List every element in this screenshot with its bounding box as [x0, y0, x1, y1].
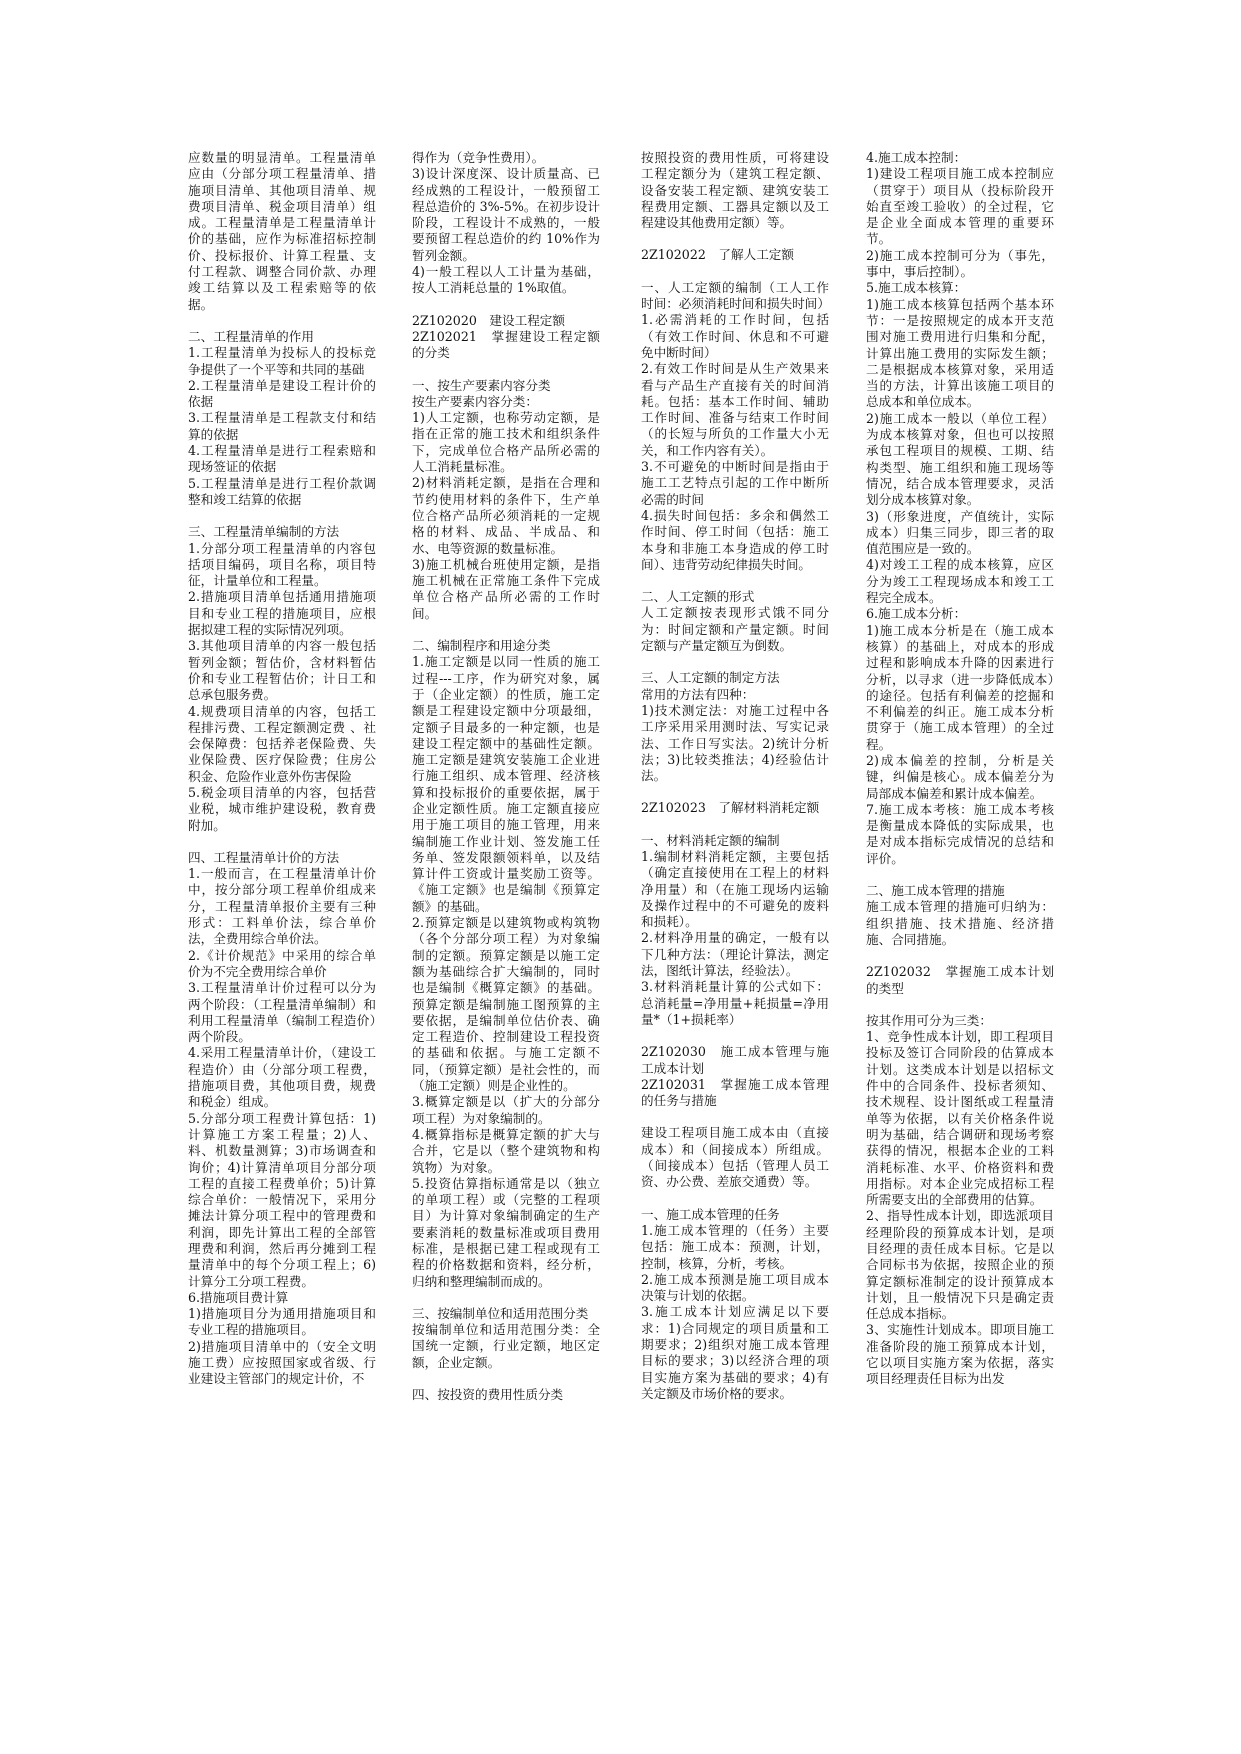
paragraph: 三、工程量清单编制的方法: [188, 524, 340, 540]
paragraph: 2.《计价规范》中采用的综合单价为不完全费用综合单价: [188, 947, 376, 979]
paragraph: 3)（形象进度，产值统计，实际成本）归集三同步，即三者的取值范围应是一致的。: [866, 508, 1054, 557]
paragraph: 3.施工成本计划应满足以下要求：1)合同规定的项目质量和工期要求；2)组织对施工成本管理目标的要求；3)以经济合理的项目实施方案为基础的要求；4)有关定额及市场价格的要求。: [641, 1304, 829, 1401]
paragraph: 3)设计深度深、设计质量高、已经成熟的工程设计，一般预留工程总造价的 3%-5%。在初步设计阶段，工程设计不成熟的，一般要预留工程总造价的约 10%作为暂列金额。: [412, 166, 600, 263]
paragraph: 3.材料消耗量计算的公式如下：总消耗量=净用量+耗损量=净用量*（1+损耗率）: [641, 979, 829, 1027]
paragraph: 三、人工定额的制定方法: [641, 670, 780, 686]
paragraph: 1.施工定额是以同一性质的施工过程---工序，作为研究对象，属于（企业定额）的性质，施工定额是工程建设定额中分项最细，定额子目最多的一种定额，也是建设工程定额中的基础性定额。施工定额是建筑安装施工企业进行施工组织、成本管理、经济核算和投标报价的重要依据，属于企业定额性质。施工定额直接应用于施工项目的施工管理，用来编制施工作业计划、签发施工任务单、签发限额领料单，以及结算计件工资或计量奖励工资等。《施工定额》也是编制《预算定额》的基础。: [412, 654, 600, 914]
paragraph: 2.有效工作时间是从生产效果来看与产品生产直接有关的时间消耗。包括：基本工作时间、辅助工作时间、准备与结束工作时间（的长短与所负的工作量大小无关，和工作内容有关）。: [641, 361, 829, 458]
paragraph: 6.施工成本分析：: [866, 606, 967, 622]
paragraph: 7.施工成本考核：施工成本考核是衡量成本降低的实际成果，也是对成本指标完成情况的总结和评价。: [866, 801, 1054, 866]
paragraph: 4.工程量清单是进行工程索赔和现场签证的依据: [188, 443, 376, 475]
paragraph: 1.工程量清单为投标人的投标竞争提供了一个平等和共同的基础: [188, 345, 376, 377]
paragraph: 2.工程量清单是建设工程计价的依据: [188, 377, 376, 410]
paragraph: 6.措施项目费计算: [188, 1289, 289, 1305]
paragraph: 2.施工成本预测是施工项目成本决策与计划的依据。: [641, 1271, 829, 1304]
paragraph: 按其作用可分为三类：: [866, 1012, 992, 1028]
paragraph: 2、指导性成本计划，即选派项目经理阶段的预算成本计划，是项目经理的责任成本目标。它是以合同标书为依据，按照企业的预算定额标准制定的设计预算成本计划，且一般情况下只是确定责任总成本指标。: [866, 1208, 1054, 1322]
paragraph: 1、竞争性成本计划，即工程项目投标及签订合同阶段的估算成本计划。这类成本计划是以招标文件中的合同条件、投标者须知、技术规程、设计图纸或工程量清单等为依据，以有关价格条件说明为基础，结合调研和现场考察获得的情况，根据本企业的工料消耗标准、水平、价格资料和费用指标。对本企业完成招标工程所需要支出的全部费用的估算。: [866, 1029, 1054, 1208]
paragraph: 5.工程量清单是进行工程价款调整和竣工结算的依据: [188, 475, 376, 507]
paragraph: 二、施工成本管理的措施: [866, 883, 1005, 899]
paragraph: 得作为（竞争性费用）。: [412, 150, 545, 165]
paragraph: 2Z102021 掌握建设工程定额的分类: [412, 328, 600, 361]
paragraph: 1)措施项目分为通用措施项目和专业工程的措施项目。: [188, 1306, 376, 1338]
paragraph: 3.不可避免的中断时间是指由于施工工艺特点引起的工作中断所必需的时间: [641, 459, 829, 507]
text-column-3: [641, 150, 829, 1402]
paragraph: 1.编制材料消耗定额，主要包括（确定直接使用在工程上的材料净用量）和（在施工现场内运输及操作过程中的不可避免的废料和损耗）。: [641, 848, 829, 930]
paragraph: 1)施工成本分析是在（施工成本核算）的基础上，对成本的形成过程和影响成本升降的因素进行分析，以寻求（进一步降低成本）的途径。包括有利偏差的挖掘和不利偏差的纠正。施工成本分析贯穿于（施工成本管理）的全过程。: [866, 622, 1054, 752]
paragraph: 3.其他项目清单的内容一般包括暂列金额；暂估价，含材料暂估价和专业工程暂估价；计日工和总承包服务费。: [188, 638, 376, 703]
paragraph: 应数量的明显清单。工程量清单应由（分部分项工程量清单、措施项目清单、其他项目清单、规费项目清单、税金项目清单）组成。工程量清单是工程量清单计价的基础，应作为标准招标控制价、投标报价、计算工程量、支付工程款、调整合同价款、办理竣工结算以及工程索赔等的依据。: [188, 150, 376, 312]
paragraph: 4.施工成本控制：: [866, 150, 967, 165]
paragraph: 1.一般而言，在工程量清单计价中，按分部分项工程单价组成来分，工程量清单报价主要有三种形式：工料单价法，综合单价法，全费用综合单价法。: [188, 866, 376, 947]
paragraph: 2Z102022 了解人工定额: [641, 247, 794, 263]
paragraph: 一、施工成本管理的任务: [641, 1206, 780, 1222]
paragraph: 4.概算指标是概算定额的扩大与合并，它是以（整个建筑物和构筑物）为对象。: [412, 1126, 600, 1175]
paragraph: 二、编制程序和用途分类: [412, 638, 551, 654]
paragraph: 二、人工定额的形式: [641, 589, 755, 605]
paragraph: 2)措施项目清单中的（安全文明施工费）应按照国家或省级、行业建设主管部门的规定计价，不: [188, 1338, 376, 1387]
paragraph: 四、工程量清单计价的方法: [188, 849, 340, 865]
paragraph: 2.预算定额是以建筑物或构筑物（各个分部分项工程）为对象编制的定额。预算定额是以施工定额为基础综合扩大编制的，同时也是编制《概算定额》的基础。预算定额是编制施工图预算的主要依据，是编制单位估价表、确定工程造价、控制建设工程投资的基础和依据。与施工定额不同，（预算定额）是社会性的，而（施工定额）则是企业性的。: [412, 915, 600, 1094]
paragraph: 3.工程量清单计价过程可以分为两个阶段：（工程量清单编制）和利用工程量清单（编制工程造价）两个阶段。: [188, 980, 376, 1045]
paragraph: 2Z102020 建设工程定额: [412, 312, 565, 328]
paragraph: 二、工程量清单的作用: [188, 328, 314, 344]
text-column-1: [188, 150, 376, 1388]
paragraph: 三、按编制单位和适用范围分类: [412, 1305, 589, 1321]
paragraph: 2)施工成本控制可分为（事先，事中，事后控制）。: [866, 247, 1054, 280]
paragraph: 3.工程量清单是工程款支付和结算的依据: [188, 410, 376, 442]
paragraph: 建设工程项目施工成本由（直接成本）和（间接成本）所组成。（间接成本）包括（管理人员工资、办公费、差旅交通费）等。: [641, 1125, 829, 1190]
paragraph: 2)施工成本一般以（单位工程）为成本核算对象，但也可以按照承包工程项目的规模、工期、结构类型、施工组织和施工现场等情况，结合成本管理要求，灵活划分成本核算对象。: [866, 410, 1054, 508]
paragraph: 2Z102031 掌握施工成本管理的任务与措施: [641, 1076, 829, 1109]
paragraph: 1.施工成本管理的（任务）主要包括：施工成本：预测，计划，控制，核算，分析，考核。: [641, 1222, 829, 1271]
paragraph: 2Z102023 了解材料消耗定额: [641, 800, 820, 816]
paragraph: 常用的方法有四种：: [641, 686, 755, 702]
paragraph: 1.必需消耗的工作时间，包括（有效工作时间、休息和不可避免中断时间）: [641, 312, 829, 360]
paragraph: 2)成本偏差的控制，分析是关键，纠偏是核心。成本偏差分为局部成本偏差和累计成本偏差。: [866, 752, 1054, 801]
paragraph: 2.措施项目清单包括通用措施项目和专业工程的措施项目，应根据拟建工程的实际情况列项。: [188, 589, 376, 638]
paragraph: 2Z102032 掌握施工成本计划的类型: [866, 964, 1054, 996]
paragraph: 人工定额按表现形式饿不同分为：时间定额和产量定额。时间定额与产量定额互为倒数。: [641, 605, 829, 654]
text-column-4: [866, 150, 1054, 1388]
paragraph: 按照投资的费用性质，可将建设工程定额分为（建筑工程定额、设备安装工程定额、建筑安装工程费用定额、工器具定额以及工程建设其他费用定额）等。: [641, 150, 829, 231]
paragraph: 2.材料净用量的确定，一般有以下几种方法：（理论计算法，测定法，图纸计算法，经验法）。: [641, 930, 829, 979]
paragraph: 一、材料消耗定额的编制: [641, 832, 780, 848]
paragraph: 1)技术测定法：对施工过程中各工序采用采用测时法、写实记录法、工作日写实法。2)统计分析法；3)比较类推法；4)经验估计法。: [641, 702, 829, 784]
paragraph: 按生产要素内容分类：: [412, 393, 538, 409]
paragraph: 1.分部分项工程量清单的内容包括项目编码，项目名称，项目特征，计量单位和工程量。: [188, 540, 376, 589]
paragraph: 2Z102030 施工成本管理与施工成本计划: [641, 1044, 829, 1076]
paragraph: 四、按投资的费用性质分类: [412, 1387, 564, 1403]
paragraph: 1)建设工程项目施工成本控制应（贯穿于）项目从（投标阶段开始直至竣工验收）的全过程，它是企业全面成本管理的重要环节。: [866, 166, 1054, 247]
paragraph: 1)人工定额，也称劳动定额，是指在正常的施工技术和组织条件下，完成单位合格产品所必需的人工消耗量标准。: [412, 410, 600, 475]
paragraph: 一、人工定额的编制（工人工作时间：必须消耗时间和损失时间）: [641, 279, 830, 312]
paragraph: 5.税金项目清单的内容，包括营业税，城市维护建设税，教育费附加。: [188, 784, 376, 833]
paragraph: 5.投资估算指标通常是以（独立的单项工程）或（完整的工程项目）为计算对象编制确定的生产要素消耗的数量标准或项目费用标准，是根据已建工程或现有工程的价格数据和资料，经分析，归纳和整理编制而成的。: [412, 1175, 600, 1289]
paragraph: 一、按生产要素内容分类: [412, 377, 551, 393]
paragraph: 4)对竣工工程的成本核算，应区分为竣工工程现场成本和竣工工程完全成本。: [866, 557, 1054, 606]
paragraph: 5.施工成本核算：: [866, 280, 967, 296]
paragraph: 4.损失时间包括：多余和偶然工作时间、停工时间（包括：施工本身和非施工本身造成的停工时间）、违背劳动纪律损失时间。: [641, 507, 829, 572]
paragraph: 4.规费项目清单的内容，包括工程排污费、工程定额测定费 、社会保障费：包括养老保险费、失业保险费、医疗保险费；住房公积金、危险作业意外伤害保险: [188, 703, 376, 784]
paragraph: 4)一般工程以人工计量为基础，按人工消耗总量的 1%取值。: [412, 264, 600, 296]
paragraph: 1)施工成本核算包括两个基本环节：一是按照规定的成本开支范围对施工费用进行归集和分配，计算出施工费用的实际发生额；二是根据成本核算对象，采用适当的方法，计算出该施工项目的总成本和单位成本。: [866, 296, 1054, 410]
paragraph: 2)材料消耗定额，是指在合理和节约使用材料的条件下，生产单位合格产品所必须消耗的一定规格的材料、成品、半成品、和水、电等资源的数量标准。: [412, 475, 600, 556]
paragraph: 施工成本管理的措施可归纳为：组织措施、技术措施、经济措施、合同措施。: [866, 899, 1054, 947]
paragraph: 3.概算定额是以（扩大的分部分项工程）为对象编制的。: [412, 1094, 600, 1126]
paragraph: 5.分部分项工程费计算包括：1)计算施工方案工程量；2)人、料、机数量测算；3)市场调查和询价；4)计算清单项目分部分项工程的直接工程费单价；5)计算综合单价：一般情况下，采用分摊法计算分项工程中的管理费和利润，即先计算出工程的全部管理费和利润，然后再分摊到工程量清单中的每个分项工程上；6)计算分工分项工程费。: [188, 1110, 376, 1289]
paragraph: 3)施工机械台班使用定额，是指施工机械在正常施工条件下完成单位合格产品所必需的工作时间。: [412, 556, 600, 621]
paragraph: 4.采用工程量清单计价，（建设工程造价）由（分部分项工程费，措施项目费，其他项目费，规费和税金）组成。: [188, 1045, 376, 1110]
paragraph: 3、实施性计划成本。即项目施工准备阶段的施工预算成本计划，它以项目实施方案为依据，落实项目经理责任目标为出发: [866, 1322, 1054, 1387]
paragraph: 按编制单位和适用范围分类：全国统一定额，行业定额，地区定额，企业定额。: [412, 1322, 600, 1370]
text-column-2: [412, 150, 600, 1403]
